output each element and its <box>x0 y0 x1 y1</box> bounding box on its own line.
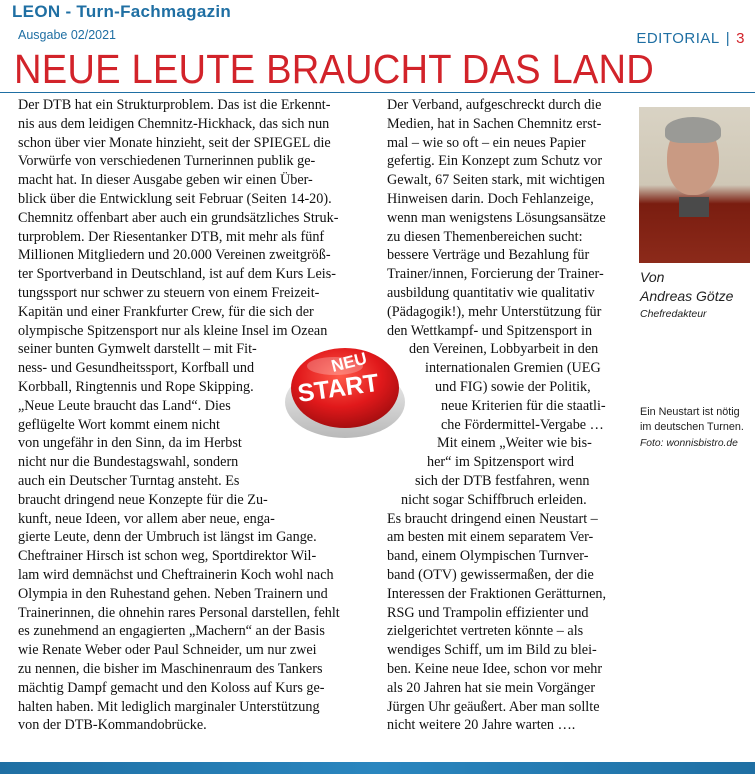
article-line: Hinweisen darin. Doch Fehlanzeige, <box>387 190 594 207</box>
article-line: wendiges Schiff, um im Bild zu blei- <box>387 642 597 659</box>
author-prefix: Von <box>640 269 665 285</box>
article-line: nicht nur die Bundestagswahl, sondern <box>18 454 239 471</box>
article-line: Medien, hat in Sachen Chemnitz erst- <box>387 115 602 132</box>
article-line: bessere Verträge und Bezahlung für <box>387 247 590 264</box>
article-line: geflügelte Wort kommt einem nicht <box>18 416 220 433</box>
article-line: mal – wie so oft – ein neues Papier <box>387 134 586 151</box>
button-word-start: START <box>295 368 381 408</box>
article-line: „Neue Leute braucht das Land“. Dies <box>18 397 231 414</box>
author-name: Andreas Götze <box>640 288 734 304</box>
article-line: Der DTB hat ein Strukturproblem. Das ist die Erkennt- <box>18 97 331 113</box>
article-line: auch ein Deutscher Turntag ansteht. Es <box>18 472 240 489</box>
article-line: Chemnitz offenbart aber auch ein grundsätzliches Struk- <box>18 209 339 226</box>
article-line: macht hat. In dieser Ausgabe geben wir einen Über- <box>18 172 313 189</box>
author-role: Chefredakteur <box>640 308 707 320</box>
article-line: Es braucht dringend einen Neustart – <box>387 510 598 527</box>
article-line: den Vereinen, Lobbyarbeit in den <box>409 341 599 358</box>
article-line: halten haben. Mit lediglich marginaler Unterstützung <box>18 698 320 715</box>
article-line: ter Sportverband in Deutschland, ist auf dem Kurs Leis- <box>18 266 336 283</box>
article-line: zu nennen, die bisher im Maschinenraum des Tankers <box>18 660 323 677</box>
article-line: zu diesen Themenbereichen sucht: <box>387 228 583 245</box>
article-line: internationalen Gremien (UEG <box>425 360 601 377</box>
article-line: es zunehmend an engagierten „Machern“ an der Basis <box>18 623 325 640</box>
article-line: blick über die Entwicklung seit Februar (Seiten 14-20). <box>18 190 332 207</box>
article-line: den Wettkampf- und Spitzensport in <box>387 322 593 339</box>
article-line: ben. Keine neue Idee, schon vor mehr <box>387 660 603 677</box>
article-line: neue Kriterien für die staatli- <box>441 397 606 414</box>
article-line: gefertig. Ein Konzept zum Schutz vor <box>387 153 603 170</box>
author-photo-collar <box>679 197 709 217</box>
article-line: nicht weitere 20 Jahre warten …. <box>387 717 576 734</box>
article-line: RSG und Trampolin effizienter und <box>387 604 589 621</box>
article-line: Der Verband, aufgeschreckt durch die <box>387 97 602 113</box>
article-line: Cheftrainer Hirsch ist schon weg, Sportdirektor Wil- <box>18 548 317 565</box>
issue-label: Ausgabe 02/2021 <box>18 28 117 42</box>
article-line: Korbball, Ringtennis und Rope Skipping. <box>18 378 254 395</box>
article-line: che Fördermittel-Vergabe … <box>441 416 604 433</box>
article-line: sich der DTB festfahren, wenn <box>415 472 590 489</box>
button-word-neu: NEU <box>329 348 369 376</box>
section-name: EDITORIAL <box>636 30 720 47</box>
article-line: ausbildung quantitativ wie qualitativ <box>387 284 595 301</box>
article-line: schon über vier Monate hinzieht, seit der SPIEGEL die <box>18 134 331 151</box>
article-line: Millionen Mitgliedern und 20.000 Vereinen zweitgröß- <box>18 247 331 264</box>
article-line: von der DTB-Kommandobrücke. <box>18 717 207 734</box>
article-line: Jürgen Uhr geäußert. Aber man sollte <box>387 698 600 715</box>
article-line: band, einem Olympischen Turnver- <box>387 548 589 565</box>
footer-bar <box>0 762 755 774</box>
caption-line-1: Ein Neustart ist nötig <box>640 406 740 418</box>
page-number: 3 <box>736 30 745 47</box>
section-label <box>636 30 745 47</box>
article-line: Interessen der Fraktionen Gerätturnen, <box>387 585 607 602</box>
article-line: lam wird demnächst und Cheftrainerin Koch wohl nach <box>18 566 334 583</box>
section-separator: | <box>725 30 731 47</box>
photo-credit: Foto: wonnisbistro.de <box>640 438 738 449</box>
article-line: und FIG) sowie der Politik, <box>435 378 591 395</box>
article-line: seiner bunten Gymwelt darstellt – mit Fit- <box>18 341 257 358</box>
article-line: nicht sogar Schiffbruch erleiden. <box>401 491 587 508</box>
article-line: nis aus dem leidigen Chemnitz-Hickhack, das sich nun <box>18 115 330 132</box>
caption-line-2: im deutschen Turnen. <box>640 421 744 433</box>
article-line: turproblem. Der Riesentanker DTB, mit mehr als fünf <box>18 228 325 245</box>
article-column-2 <box>387 96 632 735</box>
image-caption <box>640 405 754 451</box>
neustart-button-image <box>283 336 407 442</box>
author-photo-hair <box>665 117 721 143</box>
article-line: als 20 Jahren hat sie mein Vorgänger <box>387 679 596 696</box>
article-line: kunft, neue Ideen, vor allem aber neue, enga- <box>18 510 275 527</box>
article-line: Olympia in den Ruhestand gehen. Neben Trainern und <box>18 585 328 602</box>
article-line: am besten mit einem separatem Ver- <box>387 529 594 546</box>
article-line: band (OTV) gewissermaßen, der die <box>387 566 594 583</box>
article-line: Trainerinnen, die ohnehin rares Personal darstellen, fehlt <box>18 604 340 621</box>
article-line: Gewalt, 67 Seiten stark, mit wichtigen <box>387 172 605 189</box>
article-line: (Pädagogik!), mehr Unterstützung für <box>387 303 602 320</box>
article-line: braucht dringend neue Konzepte für die Zu- <box>18 491 268 508</box>
article-line: Trainer/innen, Forcierung der Trainer- <box>387 266 604 283</box>
article-line: Vorwürfe von verschiedenen Turnerinnen publik ge- <box>18 153 316 170</box>
article-line: mächtig Dampf gemacht und den Koloss auf Kurs ge- <box>18 679 325 696</box>
article-line: Mit einem „Weiter wie bis- <box>437 435 592 452</box>
author-photo <box>639 107 750 263</box>
article-headline: NEUE LEUTE BRAUCHT DAS LAND <box>14 46 654 92</box>
article-line: her“ im Spitzensport wird <box>427 454 574 471</box>
article-line: Kapitän und einer Frankfurter Crew, für die sich der <box>18 303 314 320</box>
article-line: tungssport nur schwer zu steuern von einem Freizeit- <box>18 284 320 301</box>
article-line: wenn man wenigstens Lösungsansätze <box>387 209 606 226</box>
header-rule <box>0 92 755 93</box>
article-line: von ungefähr in den Sinn, da im Herbst <box>18 435 242 452</box>
article-line: olympische Spitzensport nur als kleine Insel im Ozean <box>18 322 328 339</box>
article-line: zielgerichtet vertreten könnte – als <box>387 623 584 640</box>
article-line: gierte Leute, denn der Umbruch ist längst im Gange. <box>18 529 317 546</box>
magazine-masthead: LEON - Turn-Fachmagazin <box>12 2 232 21</box>
article-line: wie Renate Weber oder Paul Schneider, um nur zwei <box>18 642 317 659</box>
article-line: ness- und Gesundheitssport, Korfball und <box>18 360 255 377</box>
